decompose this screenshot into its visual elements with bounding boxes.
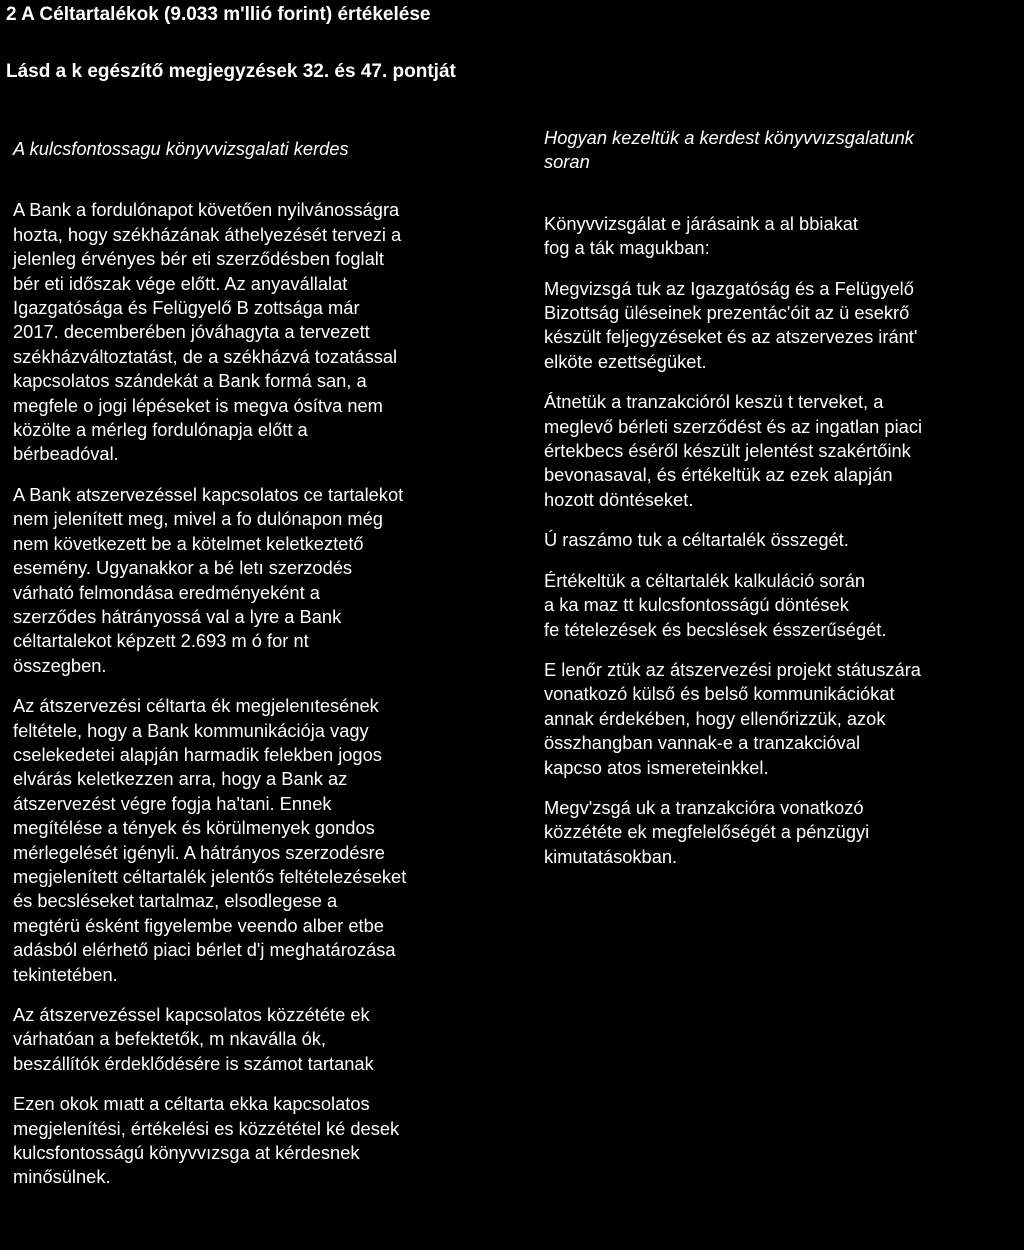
audit-response-paragraph bbox=[544, 658, 1024, 780]
text-line: várható felmondása eredményeként a bbox=[13, 581, 320, 603]
text-line: jelenleg érvényes bér eti szerződésben foglalt bbox=[13, 248, 384, 270]
text-line: 2017. decemberében jóváhagyta a tervezett bbox=[13, 321, 370, 343]
text-line: székházváltoztatást, de a székházvá tozatással bbox=[13, 345, 398, 367]
heading-line: Hogyan kezeltük a kerdest könyvvızsgalatunk bbox=[544, 127, 914, 148]
note-reference: Lásd a k egészítő megjegyzések 32. és 47. pontját bbox=[6, 61, 456, 82]
text-line: bér eti időszak vége előtt. Az anyavállalat bbox=[13, 272, 348, 294]
text-line: szerződes hátrányossá val a lyre a Bank bbox=[13, 605, 342, 627]
audit-response-paragraph bbox=[544, 390, 1024, 512]
text-line: esemény. Ugyanakkor a bé letı szerzodés bbox=[13, 557, 353, 579]
text-line: elköte ezettségüket. bbox=[544, 350, 707, 372]
text-line: Megvizsgá tuk az Igazgatóság és a Felügyelő bbox=[544, 277, 914, 299]
text-line: Az átszervezéssel kapcsolatos közzététe ek bbox=[13, 1004, 370, 1025]
text-line: és becsléseket tartalmaz, elsodlegese a bbox=[13, 890, 338, 912]
text-line: beszállítók érdeklődésére is számot tartanak bbox=[13, 1052, 374, 1074]
text-line: kapcso atos ismereteinkkel. bbox=[544, 756, 769, 778]
text-line: átszervezést végre fogja ha'tani. Ennek bbox=[13, 792, 332, 814]
text-line: a ka maz tt kulcsfontosságú döntések bbox=[544, 594, 849, 616]
text-line: megfele o jogi lépéseket is megva ósítva nem bbox=[13, 394, 383, 416]
audit-response-column bbox=[544, 126, 1024, 885]
text-line: bérbeadóval. bbox=[13, 443, 119, 465]
text-line: cselekedetei alapján harmadik felekben jogos bbox=[13, 743, 382, 765]
text-line: céltartalekot képzett 2.693 m ó for nt bbox=[13, 630, 309, 652]
text-line: várhatóan a befektetők, m nkaválla ók, bbox=[13, 1028, 326, 1050]
text-line: kapcsolatos szándekát a Bank formá san, a bbox=[13, 370, 367, 392]
text-line: adásból elérhető piaci bérlet d'j meghatározása bbox=[13, 939, 396, 961]
text-line: közölte a mérleg fordulónapja előtt a bbox=[13, 419, 308, 441]
text-line: megjelenített céltartalék jelentős feltételezéseket bbox=[13, 865, 407, 887]
text-line: fog a ták magukban: bbox=[544, 237, 710, 259]
text-line: Az átszervezési céltarta ék megjelenıtesének bbox=[13, 695, 379, 717]
key-audit-matter-paragraph bbox=[13, 1092, 523, 1190]
text-line: közzététe ek megfelelőségét a pénzügyi bbox=[544, 821, 870, 843]
key-audit-matter-paragraph bbox=[13, 694, 523, 987]
text-line: Értékeltük a céltartalék kalkuláció során bbox=[544, 569, 866, 591]
key-audit-matter-paragraph bbox=[13, 483, 523, 678]
section-title: 2 A Céltartalékok (9.033 m'llió forint) értékelése bbox=[6, 4, 431, 25]
text-line: Átnetük a tranzakcióról keszü t terveket, a bbox=[544, 391, 884, 413]
text-line: nem következett be a kötelmet keletkeztető bbox=[13, 532, 364, 554]
audit-response-body bbox=[544, 212, 1024, 869]
audit-response-paragraph bbox=[544, 528, 1024, 552]
text-line: elvárás keletkezzen arra, hogy a Bank az bbox=[13, 768, 348, 790]
text-line: Megv'zsgá uk a tranzakcióra vonatkozó bbox=[544, 796, 864, 818]
text-line: Ú raszámo tuk a céltartalék összegét. bbox=[544, 529, 849, 551]
text-line: hozta, hogy székházának áthelyezését tervezi a bbox=[13, 223, 402, 245]
text-line: hozott döntéseket. bbox=[544, 488, 694, 510]
text-line: tekintetében. bbox=[13, 963, 118, 985]
key-audit-matter-paragraph bbox=[13, 1003, 523, 1076]
key-audit-matter-column bbox=[13, 137, 523, 1206]
text-line: összhangban vannak-e a tranzakcióval bbox=[544, 732, 861, 754]
text-line: annak érdekében, hogy ellenőrizzük, azok bbox=[544, 707, 886, 729]
text-line: megítélése a tények és körülmenyek gondos bbox=[13, 817, 375, 839]
heading-line: soran bbox=[544, 151, 590, 173]
text-line: A Bank atszervezéssel kapcsolatos ce tartalekot bbox=[13, 483, 404, 505]
text-line: mérlegelését igényli. A hátrányos szerzodésre bbox=[13, 841, 385, 863]
text-line: megjelenítési, értékelési es közzététel ké desek bbox=[13, 1117, 400, 1139]
text-line: vonatkozó külső és belső kommunikációkat bbox=[544, 683, 895, 705]
text-line: feltétele, hogy a Bank kommunikációja vagy bbox=[13, 719, 369, 741]
text-line: minősülnek. bbox=[13, 1166, 111, 1188]
text-line: A Bank a fordulónapot követően nyilvánosságra bbox=[13, 199, 400, 221]
key-audit-matter-body bbox=[13, 198, 523, 1189]
text-line: meglevő bérleti szerződést és az ingatlan piaci bbox=[544, 415, 923, 437]
text-line: kimutatásokban. bbox=[544, 845, 678, 867]
text-line: készült feljegyzéseket és az atszervezes iránt' bbox=[544, 326, 918, 348]
text-line: értekbecs éséről készült jelentést szakértőink bbox=[544, 440, 911, 462]
key-audit-matter-heading: A kulcsfontossagu könyvvizsgalati kerdes bbox=[13, 138, 349, 159]
text-line: megtérü ésként figyelembe veendo alber etbe bbox=[13, 914, 384, 936]
audit-response-paragraph bbox=[544, 277, 1024, 375]
text-line: Bizottság üléseinek prezentác'óit az ü esekrő bbox=[544, 302, 910, 324]
text-line: fe tételezések és becslések ésszerűségét. bbox=[544, 618, 887, 640]
audit-response-heading bbox=[544, 126, 1024, 175]
text-line: Ezen okok mıatt a céltarta ekka kapcsolatos bbox=[13, 1093, 370, 1115]
text-line: bevonasaval, és értékeltük az ezek alapján bbox=[544, 464, 893, 486]
key-audit-matter-paragraph bbox=[13, 198, 523, 466]
text-line: Könyvvizsgálat e járásaink a al bbiakat bbox=[544, 212, 859, 234]
text-line: kulcsfontosságú könyvvızsga at kérdesnek bbox=[13, 1142, 360, 1164]
audit-response-paragraph bbox=[544, 796, 1024, 869]
text-line: E lenőr ztük az átszervezési projekt státuszára bbox=[544, 658, 921, 680]
text-line: Igazgatósága és Felügyelő B zottsága már bbox=[13, 297, 360, 319]
audit-response-paragraph bbox=[544, 569, 1024, 642]
text-line: összegben. bbox=[13, 654, 107, 676]
text-line: nem jelenített meg, mivel a fo dulónapon még bbox=[13, 508, 383, 530]
audit-response-paragraph bbox=[544, 212, 1024, 261]
